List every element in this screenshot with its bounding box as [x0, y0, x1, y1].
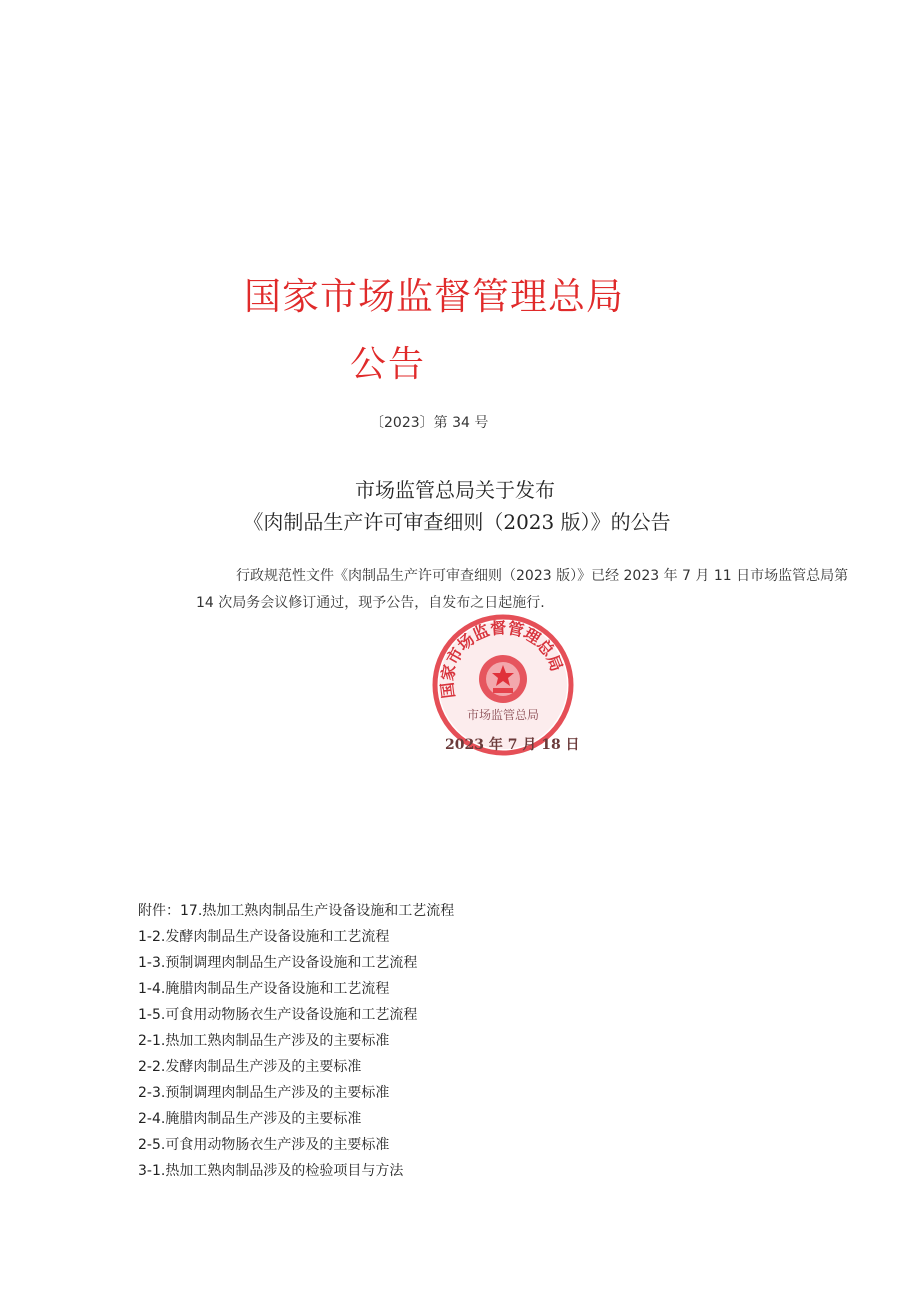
list-item: 2-4.腌腊肉制品生产涉及的主要标准 — [138, 1111, 362, 1127]
list-item: 3-1.热加工熟肉制品涉及的检验项目与方法 — [138, 1163, 404, 1179]
headline-line-2: 《肉制品生产许可审查细则（2023 版）》的公告 — [243, 510, 671, 534]
list-item: 2-5.可食用动物肠衣生产涉及的主要标准 — [138, 1137, 390, 1153]
notice-title: 公告 — [350, 344, 427, 385]
seal-inner-text: 市场监管总局 — [466, 708, 540, 722]
attachment-list — [138, 898, 454, 1184]
national-emblem-icon — [479, 655, 527, 703]
list-item: 1-4.腌腊肉制品生产设备设施和工艺流程 — [138, 981, 390, 997]
body-paragraph: 行政规范性文件《肉制品生产许可审查细则（2023 版）》已经 2023 年 7 月 11 日市场监管总局第 14 次局务会议修订通过，现予公告，自发布之日起施行. — [196, 568, 849, 611]
seal-ring-text: 国家市场监督管理总局 — [437, 617, 567, 700]
headline-line-1: 市场监管总局关于发布 — [355, 478, 555, 502]
list-item: 1-3.预制调理肉制品生产设备设施和工艺流程 — [138, 955, 418, 971]
list-item: 1-2.发酵肉制品生产设备设施和工艺流程 — [138, 929, 390, 945]
seal-date: 2023 年 7 月 18 日 — [445, 737, 580, 753]
list-item: 附件：17.热加工熟肉制品生产设备设施和工艺流程 — [138, 903, 455, 919]
agency-title: 国家市场监督管理总局 — [244, 275, 624, 318]
document-number: 〔2023〕第 34 号 — [370, 415, 489, 431]
list-item: 2-1.热加工熟肉制品生产涉及的主要标准 — [138, 1033, 390, 1049]
list-item: 2-3.预制调理肉制品生产涉及的主要标准 — [138, 1085, 390, 1101]
list-item: 1-5.可食用动物肠衣生产设备设施和工艺流程 — [138, 1007, 418, 1023]
list-item: 2-2.发酵肉制品生产涉及的主要标准 — [138, 1059, 362, 1075]
